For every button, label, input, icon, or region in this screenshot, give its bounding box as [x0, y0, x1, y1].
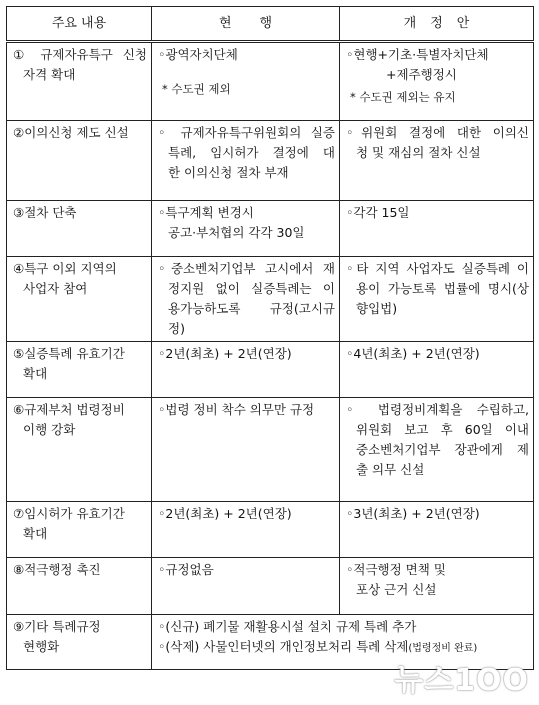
watermark-logo: 뉴스1OO [394, 663, 529, 698]
item-cell [7, 502, 152, 558]
proposed-cell [340, 201, 534, 257]
item-text: ⑨기타 특례규정 [13, 619, 101, 634]
proposed-cell [340, 398, 534, 502]
table-row [7, 257, 534, 342]
proposed-cell [340, 502, 534, 558]
item-text: 이행 강화 [23, 422, 76, 437]
merged-text: ◦(삭제) 사물인터넷의 개인정보처리 특례 삭제 [158, 639, 409, 654]
item-cell [7, 201, 152, 257]
item-text: ④특구 이외 지역의 [13, 261, 117, 276]
table-row [7, 42, 534, 121]
item-text: 확대 [23, 526, 48, 541]
table-row [7, 121, 534, 201]
current-text: 공고·부처협의 각각 30일 [168, 225, 305, 240]
item-text: ⑦임시허가 유효기간 [13, 506, 125, 521]
item-cell [7, 121, 152, 201]
current-cell [152, 558, 340, 615]
table-row [7, 342, 534, 398]
proposed-note: * 수도권 제외는 유지 [350, 90, 456, 104]
current-text: 정) [168, 321, 185, 336]
proposed-text: 청 및 재심의 절차 신설 [356, 145, 481, 160]
item-cell [7, 398, 152, 502]
current-text: ◦중소벤처기업부 고시에서 재 [158, 261, 335, 276]
current-cell [152, 201, 340, 257]
header-proposed: 개정안 [340, 7, 534, 42]
proposed-text: ◦각각 15일 [346, 205, 410, 220]
item-text: ⑥규제부처 법령정비 [13, 402, 125, 417]
current-text: ◦2년(최초) + 2년(연장) [158, 506, 292, 521]
item-text: ⑧적극행정 촉진 [13, 562, 101, 577]
proposed-text: ◦위원회 결정에 대한 이의신 [346, 125, 529, 140]
current-text: 한 이의신청 절차 부재 [168, 165, 289, 180]
proposed-text: ◦ 법령정비계획을 수립하고, [346, 402, 529, 417]
table-row [7, 201, 534, 257]
proposed-cell [340, 558, 534, 615]
merged-small-note: (법령정비 완료) [408, 643, 478, 654]
proposed-text: ◦타 지역 사업자도 실증특례 이 [346, 261, 529, 276]
proposed-cell [340, 42, 534, 121]
table-header-row [7, 7, 534, 42]
current-text: ◦ 규제자유특구위원회의 실증 [158, 125, 335, 140]
proposed-text: 포상 근거 신설 [356, 582, 437, 597]
proposed-cell [340, 121, 534, 201]
table-row [7, 502, 534, 558]
proposed-text: 위원회 보고 후 60일 이내 [356, 422, 529, 437]
proposed-text: ◦현행+기초·특별자치단체 [346, 47, 489, 62]
item-text: ⑤실증특례 유효기간 [13, 346, 125, 361]
current-cell [152, 398, 340, 502]
item-text: ②이의신청 제도 신설 [13, 125, 129, 140]
item-cell [7, 342, 152, 398]
item-cell [7, 257, 152, 342]
item-text: 사업자 참여 [23, 281, 88, 296]
current-cell [152, 121, 340, 201]
current-text: ◦광역자치단체 [158, 47, 238, 62]
current-text: ◦2년(최초) + 2년(연장) [158, 346, 292, 361]
current-note: * 수도권 제외 [162, 82, 231, 96]
item-text: ③절차 단축 [13, 205, 77, 220]
current-cell [152, 42, 340, 121]
item-text: ① 규제자유특구 신청 [13, 47, 147, 62]
proposed-text: ◦3년(최초) + 2년(연장) [346, 506, 480, 521]
current-text: 용가능하도록 규정(고시규 [168, 301, 335, 316]
proposed-text: ◦적극행정 면책 및 [346, 562, 446, 577]
current-text: 특례, 임시허가 결정에 대 [168, 145, 335, 160]
comparison-table [6, 6, 534, 670]
current-cell [152, 502, 340, 558]
item-text: 확대 [23, 366, 48, 381]
current-text: ◦규정없음 [158, 562, 214, 577]
header-current: 현행 [152, 7, 340, 42]
current-cell [152, 257, 340, 342]
item-text: 현행화 [23, 639, 60, 654]
current-text: ◦특구계획 변경시 [158, 205, 254, 220]
current-text: ◦법령 정비 착수 의무만 규정 [158, 402, 315, 417]
proposed-text: ◦4년(최초) + 2년(연장) [346, 346, 480, 361]
proposed-cell [340, 257, 534, 342]
table-row [7, 558, 534, 615]
proposed-text: 향입법) [356, 301, 398, 316]
merged-text: ◦(신규) 폐기물 재활용시설 설치 규제 특례 추가 [158, 619, 417, 634]
current-text: 정지원 없이 실증특례는 이 [168, 281, 335, 296]
header-main-content: 주요 내용 [7, 7, 152, 42]
item-cell [7, 42, 152, 121]
table-row [7, 398, 534, 502]
item-cell [7, 615, 152, 670]
proposed-text: 용이 가능토록 법률에 명시(상 [356, 281, 529, 296]
proposed-text: +제주행정시 [386, 67, 457, 82]
proposed-cell [340, 342, 534, 398]
item-text: 자격 확대 [23, 67, 76, 82]
item-cell [7, 558, 152, 615]
current-cell [152, 342, 340, 398]
proposed-text: 중소벤처기업부 장관에게 제 [356, 442, 529, 457]
proposed-text: 출 의무 신설 [356, 462, 425, 477]
